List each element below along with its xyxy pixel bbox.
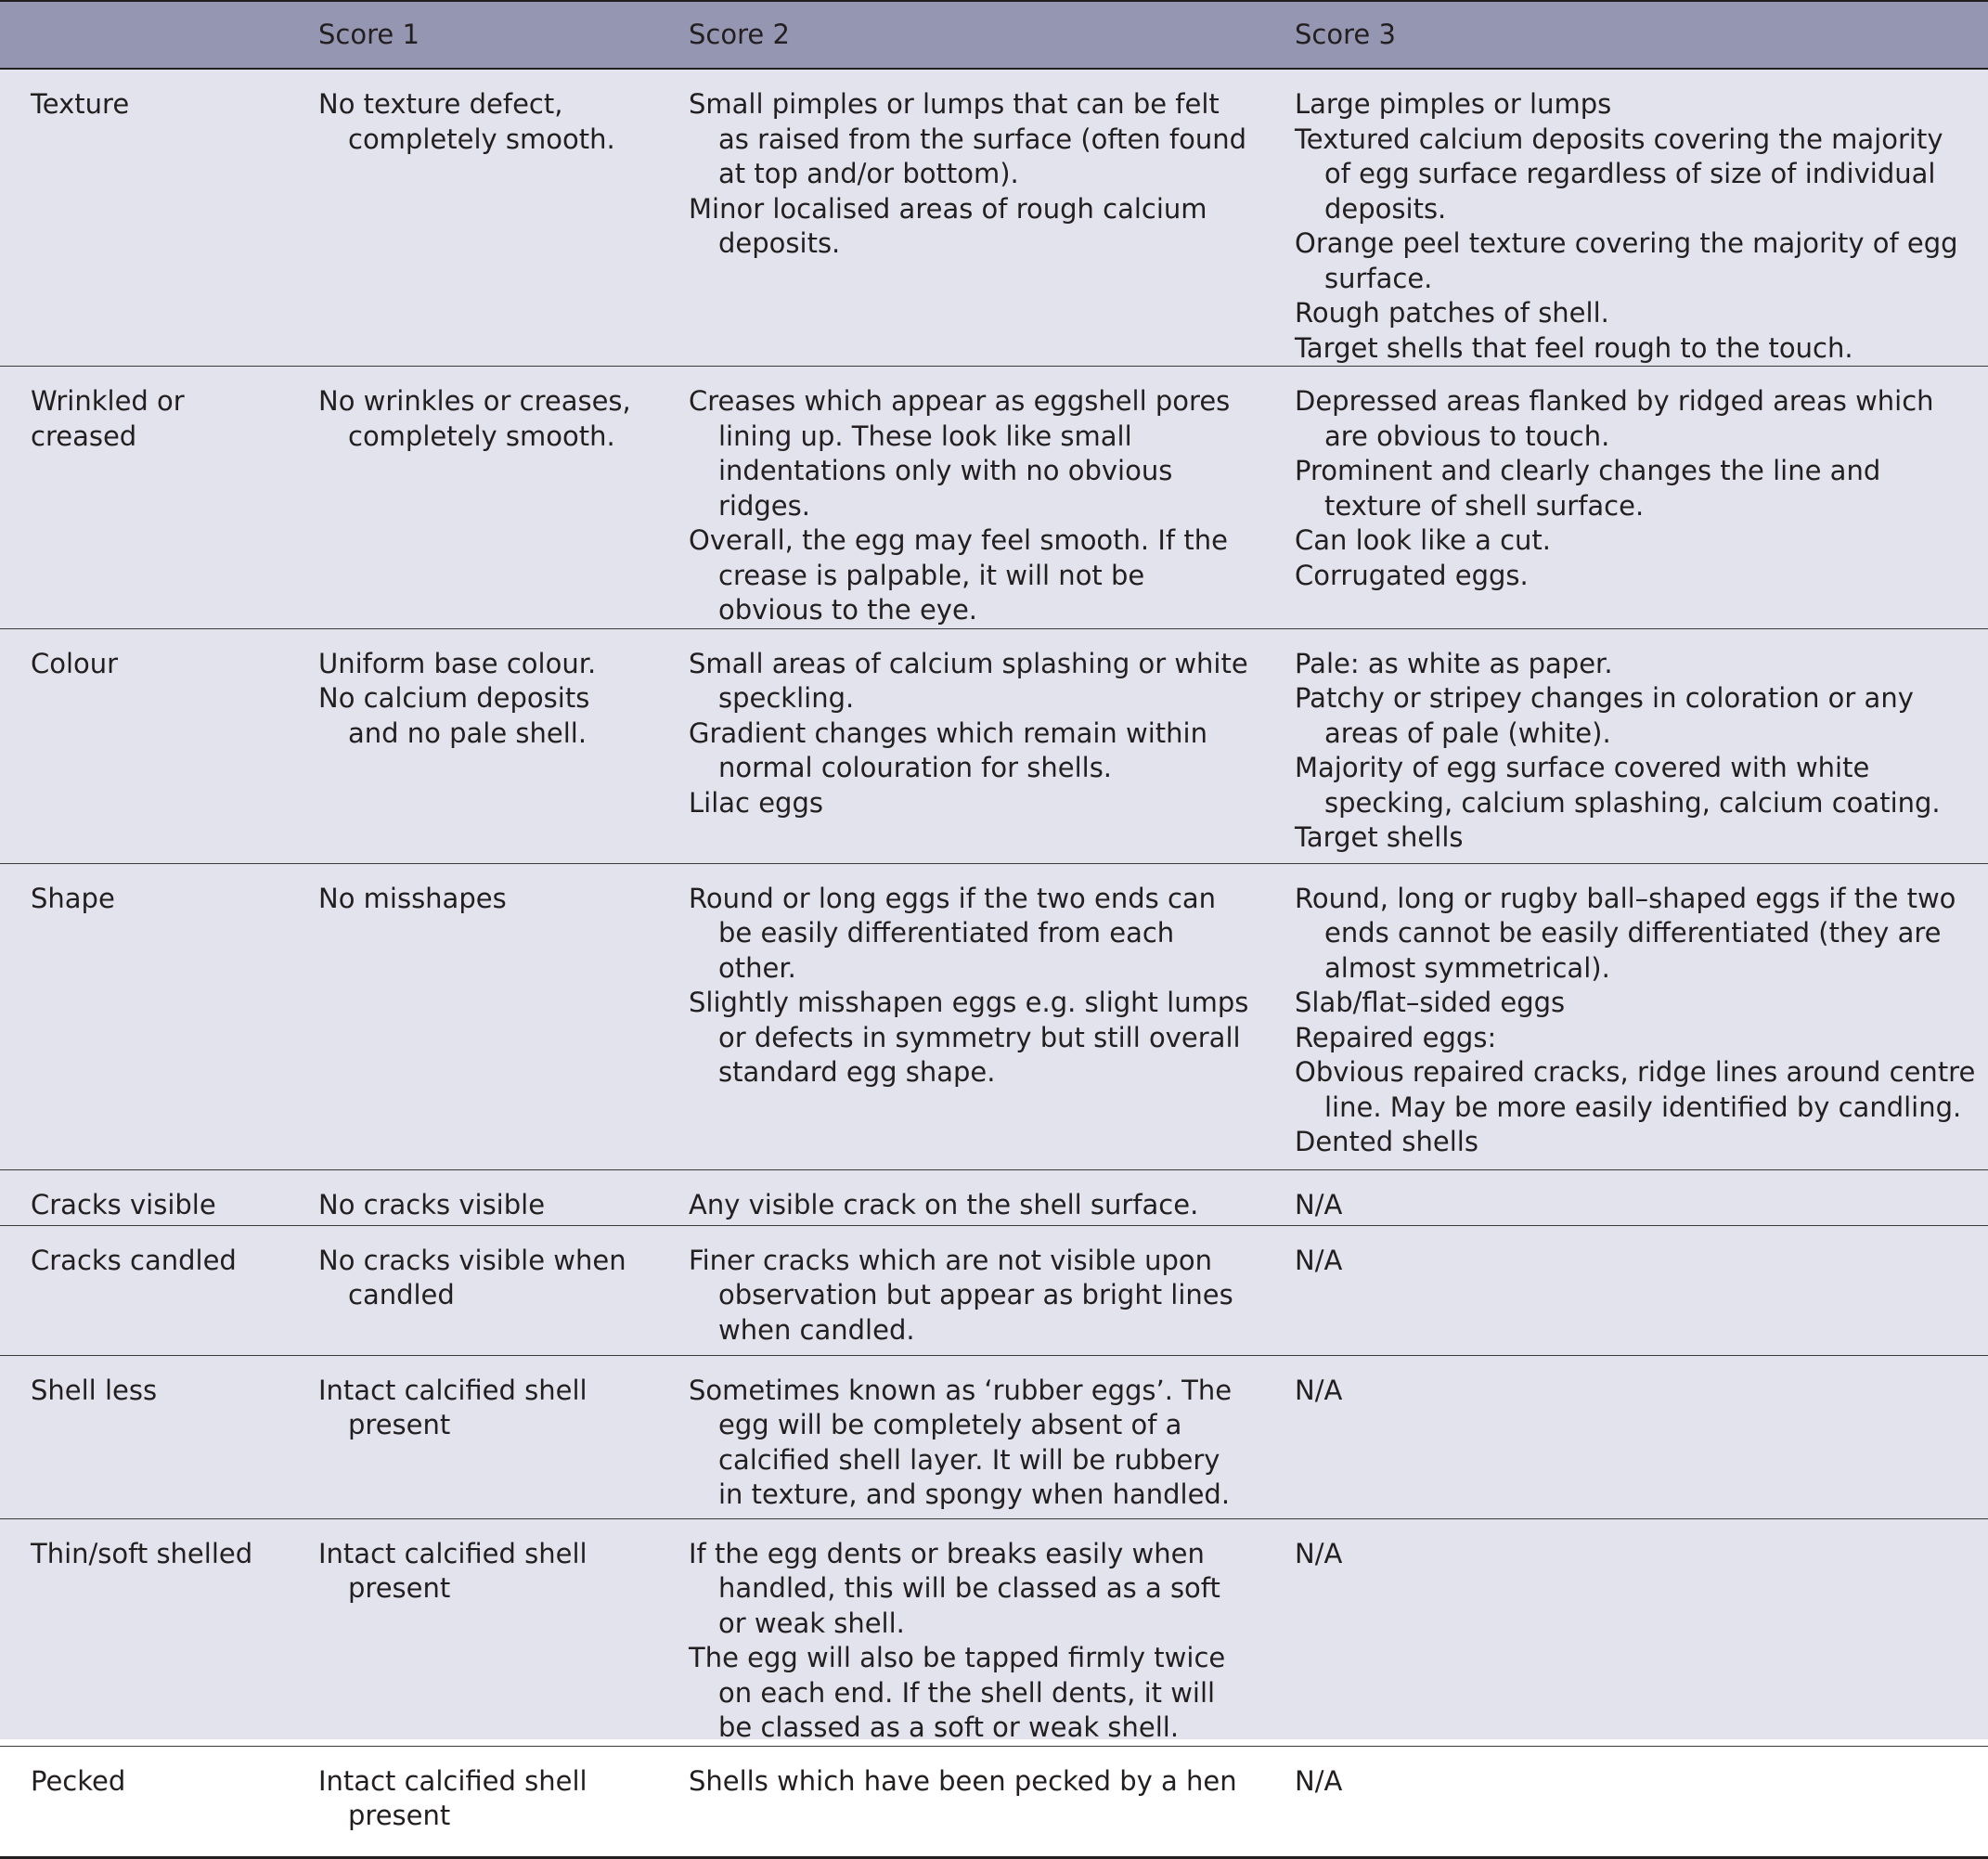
- score-3-text: Orange peel texture covering the majority of egg surface.: [1295, 227, 1958, 294]
- score-2-cell: [658, 628, 1264, 863]
- score-3-text: Pale: as white as paper.: [1295, 647, 1613, 679]
- header-row: [0, 1, 1988, 69]
- row-label-cell: [0, 367, 288, 629]
- score-3-text: Dented shells: [1295, 1126, 1478, 1157]
- score-2-text: Any visible crack on the shell surface.: [689, 1188, 1199, 1220]
- score-2-cell: [658, 367, 1264, 629]
- score-2-text: Finer cracks which are not visible upon observation but appear as bright lines when candled.: [689, 1244, 1233, 1346]
- score-2-text: Small areas of calcium splashing or white speckling.: [689, 647, 1248, 714]
- row-label-cell: [0, 628, 288, 863]
- header-cell-score-2: Score 2: [658, 1, 1264, 69]
- score-1-cell: [288, 628, 658, 863]
- score-2-text: Shells which have been pecked by a hen: [689, 1764, 1237, 1797]
- row-label: Pecked: [31, 1764, 126, 1797]
- score-2-cell: [658, 1746, 1264, 1857]
- score-1-cell: [288, 1169, 658, 1225]
- score-1-text: Intact calcified shell present: [318, 1537, 587, 1604]
- score-1-text: Uniform base colour.: [318, 647, 597, 679]
- score-3-text: Slab/flat–sided eggs: [1295, 987, 1566, 1018]
- table-row: [0, 1355, 1988, 1518]
- score-2-cell: [658, 69, 1264, 367]
- score-1-text: No cracks visible when candled: [318, 1244, 626, 1310]
- score-1-text: Intact calcified shell present: [318, 1764, 587, 1831]
- table-row: [0, 628, 1988, 863]
- score-1-cell: [288, 863, 658, 1169]
- row-label: Shell less: [31, 1374, 158, 1406]
- score-2-text: Lilac eggs: [689, 786, 823, 819]
- score-2-text: Minor localised areas of rough calcium deposits.: [689, 192, 1207, 259]
- score-3-text: N/A: [1295, 1374, 1343, 1406]
- score-1-text: No cracks visible: [318, 1188, 546, 1220]
- score-3-text: Repaired eggs:: [1295, 1021, 1497, 1053]
- row-label: Colour: [31, 647, 119, 679]
- score-3-text: Patchy or stripey changes in coloration or any areas of pale (white).: [1295, 682, 1914, 749]
- row-label: Thin/soft shelled: [31, 1537, 253, 1569]
- row-label: Cracks candled: [31, 1244, 237, 1276]
- table-header: [0, 1, 1988, 69]
- score-2-text: Creases which appear as eggshell pores lining up. These look like small indentations only with no obvious ridges.: [689, 385, 1231, 522]
- row-label-cell: [0, 1355, 288, 1518]
- score-3-text: Prominent and clearly changes the line and texture of shell surface.: [1295, 455, 1881, 522]
- table-row: [0, 1169, 1988, 1225]
- row-label-cell: [0, 1225, 288, 1355]
- score-2-text: Small pimples or lumps that can be felt as raised from the surface (often found at top and/or bottom).: [689, 88, 1247, 189]
- score-1-text: No texture defect, completely smooth.: [318, 88, 615, 155]
- score-1-text: No misshapes: [318, 882, 507, 914]
- table-row: [0, 1746, 1988, 1857]
- score-2-text: Slightly misshapen eggs e.g. slight lumps or defects in symmetry but still overall standard egg shape.: [689, 987, 1249, 1088]
- score-3-text: N/A: [1295, 1537, 1343, 1569]
- score-1-cell: [288, 1746, 658, 1857]
- score-3-cell: [1264, 1746, 1988, 1857]
- score-3-cell: [1264, 367, 1988, 629]
- score-3-text: N/A: [1295, 1764, 1343, 1797]
- score-2-cell: [658, 1169, 1264, 1225]
- row-label-cell: [0, 1169, 288, 1225]
- score-3-text: Target shells: [1295, 821, 1464, 853]
- score-3-cell: [1264, 1355, 1988, 1518]
- score-2-text: Sometimes known as ‘rubber eggs’. The egg will be completely absent of a calcified shell layer. It will be rubbery in texture, and spongy when handled.: [689, 1374, 1233, 1510]
- table-row: [0, 1518, 1988, 1746]
- score-3-cell: [1264, 1225, 1988, 1355]
- score-3-cell: [1264, 1518, 1988, 1746]
- score-2-cell: [658, 863, 1264, 1169]
- row-label: Wrinkled or creased: [31, 385, 185, 452]
- score-3-cell: [1264, 863, 1988, 1169]
- score-3-cell: [1264, 628, 1988, 863]
- score-3-text: Target shells that feel rough to the touch.: [1295, 331, 1853, 364]
- header-cell-score-3: Score 3: [1264, 1, 1988, 69]
- table-row: [0, 863, 1988, 1169]
- score-3-text: Obvious repaired cracks, ridge lines around centre line. May be more easily identified by candling.: [1295, 1056, 1976, 1123]
- row-label: Texture: [31, 88, 130, 120]
- score-1-text: Intact calcified shell present: [318, 1374, 587, 1440]
- score-2-text: Gradient changes which remain within normal colouration for shells.: [689, 716, 1207, 783]
- score-1-cell: [288, 367, 658, 629]
- row-label-cell: [0, 1746, 288, 1857]
- score-2-cell: [658, 1518, 1264, 1746]
- score-2-text: The egg will also be tapped firmly twice on each end. If the shell dents, it will be classed as a soft or weak shell.: [689, 1642, 1226, 1743]
- header-cell-score-1: Score 1: [288, 1, 658, 69]
- row-label: Shape: [31, 882, 115, 914]
- score-2-text: Overall, the egg may feel smooth. If the crease is palpable, it will not be obvious to the eye.: [689, 524, 1228, 626]
- score-2-cell: [658, 1355, 1264, 1518]
- table-body: [0, 69, 1988, 1857]
- score-1-cell: [288, 1225, 658, 1355]
- score-3-text: Corrugated eggs.: [1295, 559, 1529, 591]
- row-label: Cracks visible: [31, 1188, 216, 1220]
- table-row: [0, 367, 1988, 629]
- score-1-text: No wrinkles or creases, completely smooth.: [318, 385, 631, 452]
- score-3-text: Majority of egg surface covered with white specking, calcium splashing, calcium coating.: [1295, 752, 1941, 819]
- score-1-cell: [288, 1518, 658, 1746]
- table-row: [0, 1225, 1988, 1355]
- row-label-cell: [0, 69, 288, 367]
- score-2-cell: [658, 1225, 1264, 1355]
- score-2-text: Round or long eggs if the two ends can be easily differentiated from each other.: [689, 882, 1217, 984]
- score-3-text: Can look like a cut.: [1295, 524, 1552, 556]
- row-label-cell: [0, 1518, 288, 1746]
- score-3-text: N/A: [1295, 1244, 1343, 1276]
- score-1-text: No calcium deposits and no pale shell.: [318, 682, 590, 749]
- table-row: [0, 69, 1988, 367]
- score-3-text: Textured calcium deposits covering the majority of egg surface regardless of size of individual deposits.: [1295, 123, 1943, 225]
- score-3-text: Large pimples or lumps: [1295, 88, 1612, 120]
- header-cell-category: [0, 1, 288, 69]
- score-1-cell: [288, 1355, 658, 1518]
- score-3-text: N/A: [1295, 1188, 1343, 1220]
- score-3-text: Round, long or rugby ball–shaped eggs if the two ends cannot be easily differentiated (they are almost symmetrical).: [1295, 882, 1956, 984]
- row-label-cell: [0, 863, 288, 1169]
- score-2-text: If the egg dents or breaks easily when handled, this will be classed as a soft or weak shell.: [689, 1537, 1220, 1639]
- score-3-text: Rough patches of shell.: [1295, 297, 1609, 329]
- score-3-text: Depressed areas flanked by ridged areas which are obvious to touch.: [1295, 385, 1934, 452]
- score-3-cell: [1264, 69, 1988, 367]
- score-3-cell: [1264, 1169, 1988, 1225]
- score-1-cell: [288, 69, 658, 367]
